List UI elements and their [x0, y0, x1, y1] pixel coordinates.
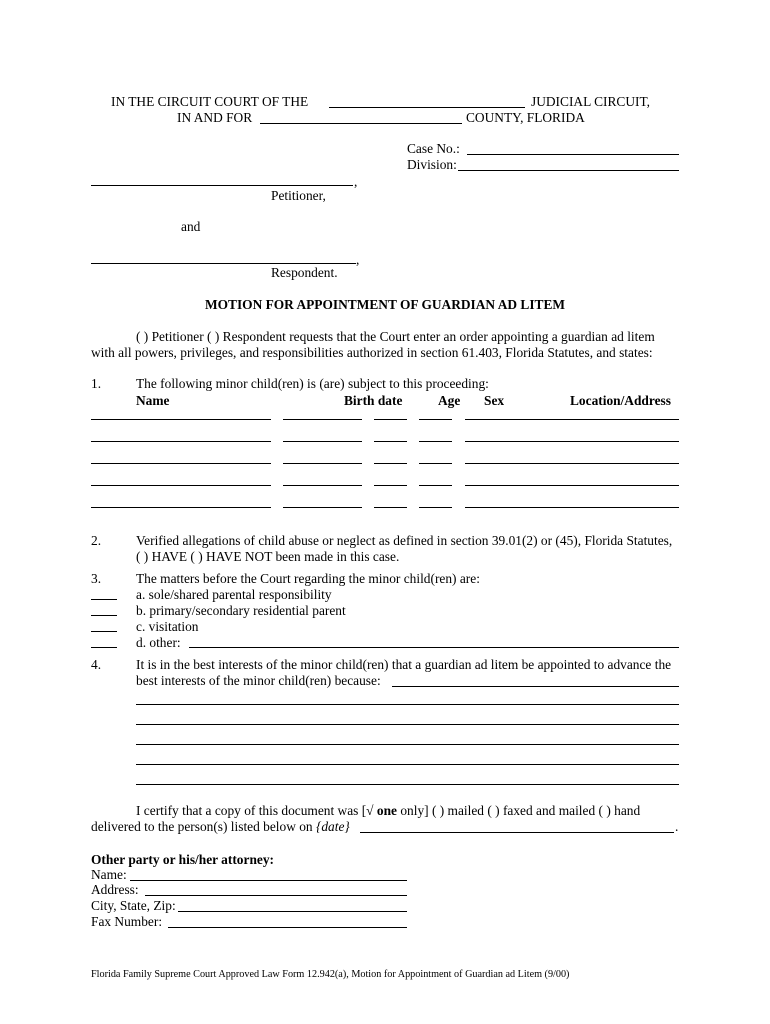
child-age-field[interactable] [374, 441, 407, 442]
child-sex-field[interactable] [419, 441, 452, 442]
child-birth-date-field[interactable] [283, 419, 362, 420]
item-4-line-2: best interests of the minor child(ren) because: [136, 673, 381, 688]
certify-text-a: I certify that a copy of this document was [ [136, 803, 367, 818]
child-sex-field[interactable] [419, 463, 452, 464]
date-placeholder: {date} [316, 819, 350, 834]
child-name-field[interactable] [91, 485, 271, 486]
child-birth-date-field[interactable] [283, 463, 362, 464]
respondent-name-field[interactable] [91, 263, 356, 264]
header-name: Name [136, 393, 170, 408]
child-name-field[interactable] [91, 441, 271, 442]
judicial-circuit-label: JUDICIAL CIRCUIT, [531, 94, 651, 109]
item-2-line-1: Verified allegations of child abuse or neglect as defined in section 39.01(2) or (45), Florida Statutes, [136, 533, 673, 548]
county-field[interactable] [260, 123, 462, 124]
item-3-number: 3. [91, 571, 102, 586]
certify-line-2 [91, 819, 350, 835]
item-4-number: 4. [91, 657, 102, 672]
child-age-field[interactable] [374, 419, 407, 420]
certify-delivered-text: delivered to the person(s) listed below on [91, 819, 313, 834]
certify-line-1 [136, 803, 640, 819]
item-1-text: The following minor child(ren) is (are) subject to this proceeding: [136, 376, 489, 391]
header-birth-date: Birth date [344, 393, 403, 408]
child-age-field[interactable] [374, 463, 407, 464]
child-birth-date-field[interactable] [283, 507, 362, 508]
in-and-for-label: IN AND FOR [177, 110, 253, 125]
child-sex-field[interactable] [419, 419, 452, 420]
form-footer: Florida Family Supreme Court Approved Law Form 12.942(a), Motion for Appointment of Guardian ad Litem (9/00) [91, 969, 570, 980]
child-location-field[interactable] [465, 463, 679, 464]
reason-field-5[interactable] [136, 764, 679, 765]
other-field[interactable] [189, 647, 679, 648]
child-age-field[interactable] [374, 507, 407, 508]
case-no-label: Case No.: [407, 141, 460, 156]
petitioner-label: Petitioner, [271, 188, 326, 203]
division-label: Division: [407, 157, 457, 172]
child-name-field[interactable] [91, 463, 271, 464]
name-label: Name: [91, 867, 127, 882]
item-4-line-1: It is in the best interests of the minor child(ren) that a guardian ad litem be appointed to advance the [136, 657, 672, 672]
petitioner-comma: , [354, 174, 358, 189]
intro-line-2: with all powers, privileges, and responsibilities authorized in section 61.403, Florida Statutes, and states: [91, 345, 653, 360]
child-location-field[interactable] [465, 485, 679, 486]
certify-period: . [675, 819, 679, 834]
fax-number-label: Fax Number: [91, 914, 163, 929]
circuit-court-label: IN THE CIRCUIT COURT OF THE [111, 94, 309, 109]
option-c-check[interactable] [91, 631, 117, 632]
child-name-field[interactable] [91, 419, 271, 420]
case-no-field[interactable] [467, 154, 679, 155]
item-1-number: 1. [91, 376, 102, 391]
child-age-field[interactable] [374, 485, 407, 486]
county-florida-label: COUNTY, FLORIDA [466, 110, 585, 125]
child-sex-field[interactable] [419, 485, 452, 486]
option-a: a. sole/shared parental responsibility [136, 587, 332, 602]
child-location-field[interactable] [465, 441, 679, 442]
intro-line-1: ( ) Petitioner ( ) Respondent requests that the Court enter an order appointing a guardian ad litem [136, 329, 655, 344]
header-sex: Sex [484, 393, 505, 408]
other-party-fax-field[interactable] [168, 927, 407, 928]
child-birth-date-field[interactable] [283, 485, 362, 486]
check-one-label: √ one [366, 803, 397, 818]
other-party-name-field[interactable] [130, 880, 407, 881]
child-location-field[interactable] [465, 419, 679, 420]
reason-field-4[interactable] [136, 744, 679, 745]
page-title: MOTION FOR APPOINTMENT OF GUARDIAN AD LITEM [204, 297, 566, 312]
other-party-address-field[interactable] [145, 895, 407, 896]
item-2-number: 2. [91, 533, 102, 548]
child-birth-date-field[interactable] [283, 441, 362, 442]
division-field[interactable] [458, 170, 679, 171]
option-d-check[interactable] [91, 647, 117, 648]
option-c: c. visitation [136, 619, 199, 634]
city-state-zip-label: City, State, Zip: [91, 898, 176, 913]
other-party-heading: Other party or his/her attorney: [91, 852, 274, 867]
respondent-label: Respondent. [271, 265, 338, 280]
item-3-text: The matters before the Court regarding the minor child(ren) are: [136, 571, 480, 586]
date-field[interactable] [360, 832, 674, 833]
and-text: and [181, 219, 201, 234]
reason-field-2[interactable] [136, 704, 679, 705]
child-sex-field[interactable] [419, 507, 452, 508]
reason-field-6[interactable] [136, 784, 679, 785]
header-location: Location/Address [570, 393, 671, 408]
option-b: b. primary/secondary residential parent [136, 603, 346, 618]
certify-text-b: only] ( ) mailed ( ) faxed and mailed ( ) hand [400, 803, 641, 818]
item-2-line-2: ( ) HAVE ( ) HAVE NOT been made in this case. [136, 549, 400, 564]
option-b-check[interactable] [91, 615, 117, 616]
child-location-field[interactable] [465, 507, 679, 508]
respondent-comma: , [356, 252, 360, 267]
reason-field-1[interactable] [392, 686, 679, 687]
reason-field-3[interactable] [136, 724, 679, 725]
address-label: Address: [91, 882, 139, 897]
option-d: d. other: [136, 635, 181, 650]
option-a-check[interactable] [91, 599, 117, 600]
judicial-circuit-field[interactable] [329, 107, 525, 108]
petitioner-name-field[interactable] [91, 185, 353, 186]
child-name-field[interactable] [91, 507, 271, 508]
header-age: Age [438, 393, 461, 408]
other-party-city-field[interactable] [178, 911, 407, 912]
